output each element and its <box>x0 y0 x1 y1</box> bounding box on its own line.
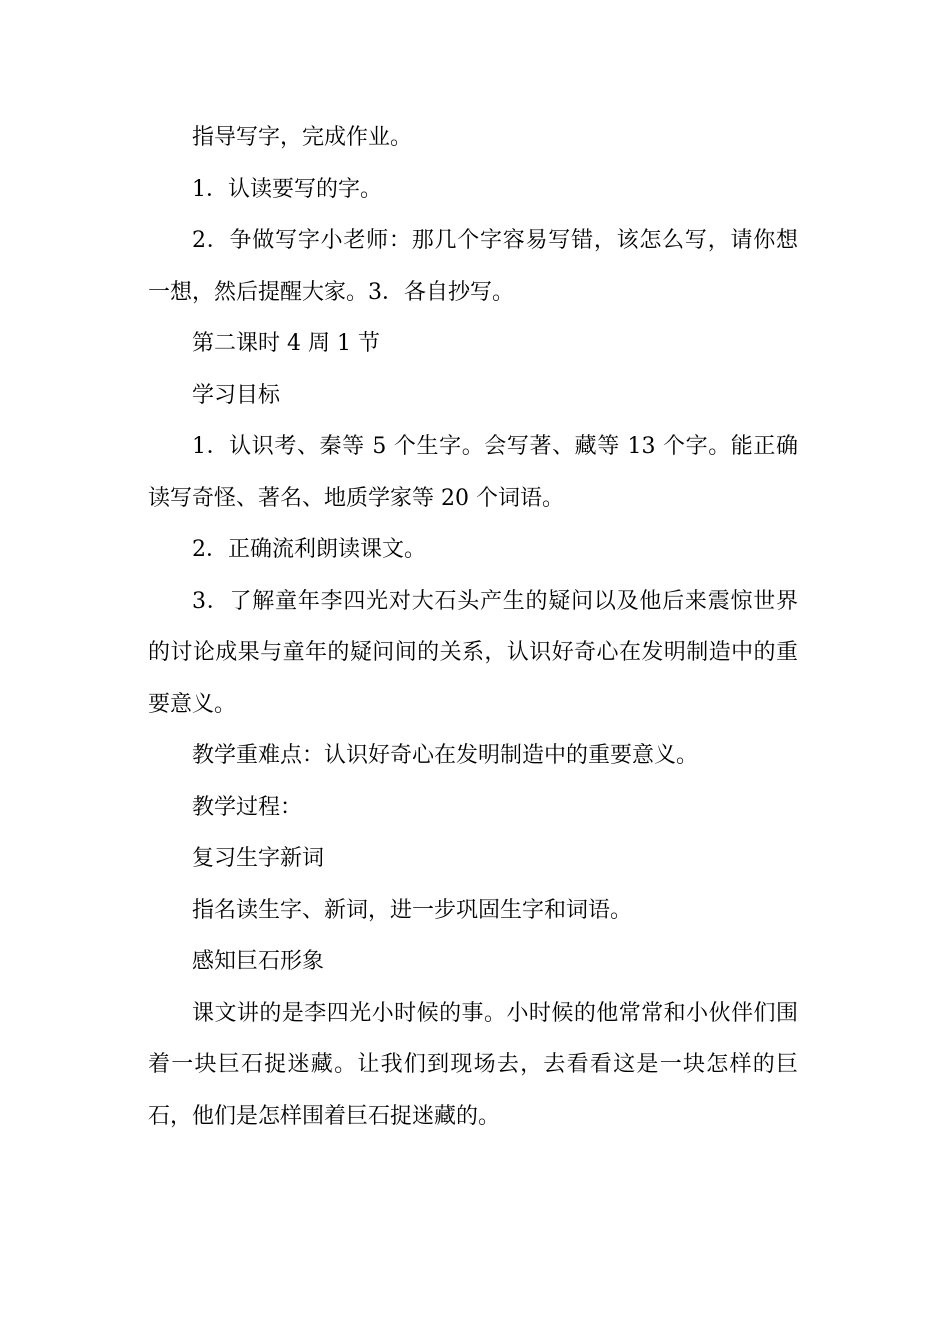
section-heading-teaching-process: 教学过程： <box>192 794 303 820</box>
goal-item-3: 3．了解童年李四光对大石头产生的疑问以及他后来震惊世界的讨论成果与童年的疑问间的关系，认识好奇心在发明制造中的重要意义。 <box>148 588 798 717</box>
paragraph-writing-guidance: 指导写字，完成作业。 <box>192 125 413 150</box>
paragraph-step-2: 2．争做写字小老师：那几个字容易写错，该怎么写，请你想一想，然后提醒大家。3．各自抄写。 <box>148 228 798 305</box>
paragraph-review-detail: 指名读生字、新词，进一步巩固生字和词语。 <box>192 897 633 923</box>
paragraph-step-1: 1．认读要写的字。 <box>192 176 382 202</box>
paragraph-story-intro: 课文讲的是李四光小时候的事。小时候的他常常和小伙伴们围着一块巨石捉迷藏。让我们到现场去，去看看这是一块怎样的巨石，他们是怎样围着巨石捉迷藏的。 <box>148 1000 798 1129</box>
subheading-review-words: 复习生字新词 <box>192 846 325 871</box>
goal-item-2: 2．正确流利朗读课文。 <box>192 537 426 562</box>
document-body <box>148 112 798 1142</box>
goal-item-1: 1．认识考、秦等 5 个生字。会写著、藏等 13 个字。能正确读写奇怪、著名、地质学家等 20 个词语。 <box>148 434 798 511</box>
subheading-perceive-rock: 感知巨石形象 <box>192 949 325 974</box>
section-heading-learning-goals: 学习目标 <box>192 382 281 408</box>
paragraph-key-points: 教学重难点：认识好奇心在发明制造中的重要意义。 <box>192 743 699 768</box>
section-heading-second-lesson: 第二课时 4 周 1 节 <box>192 331 380 356</box>
